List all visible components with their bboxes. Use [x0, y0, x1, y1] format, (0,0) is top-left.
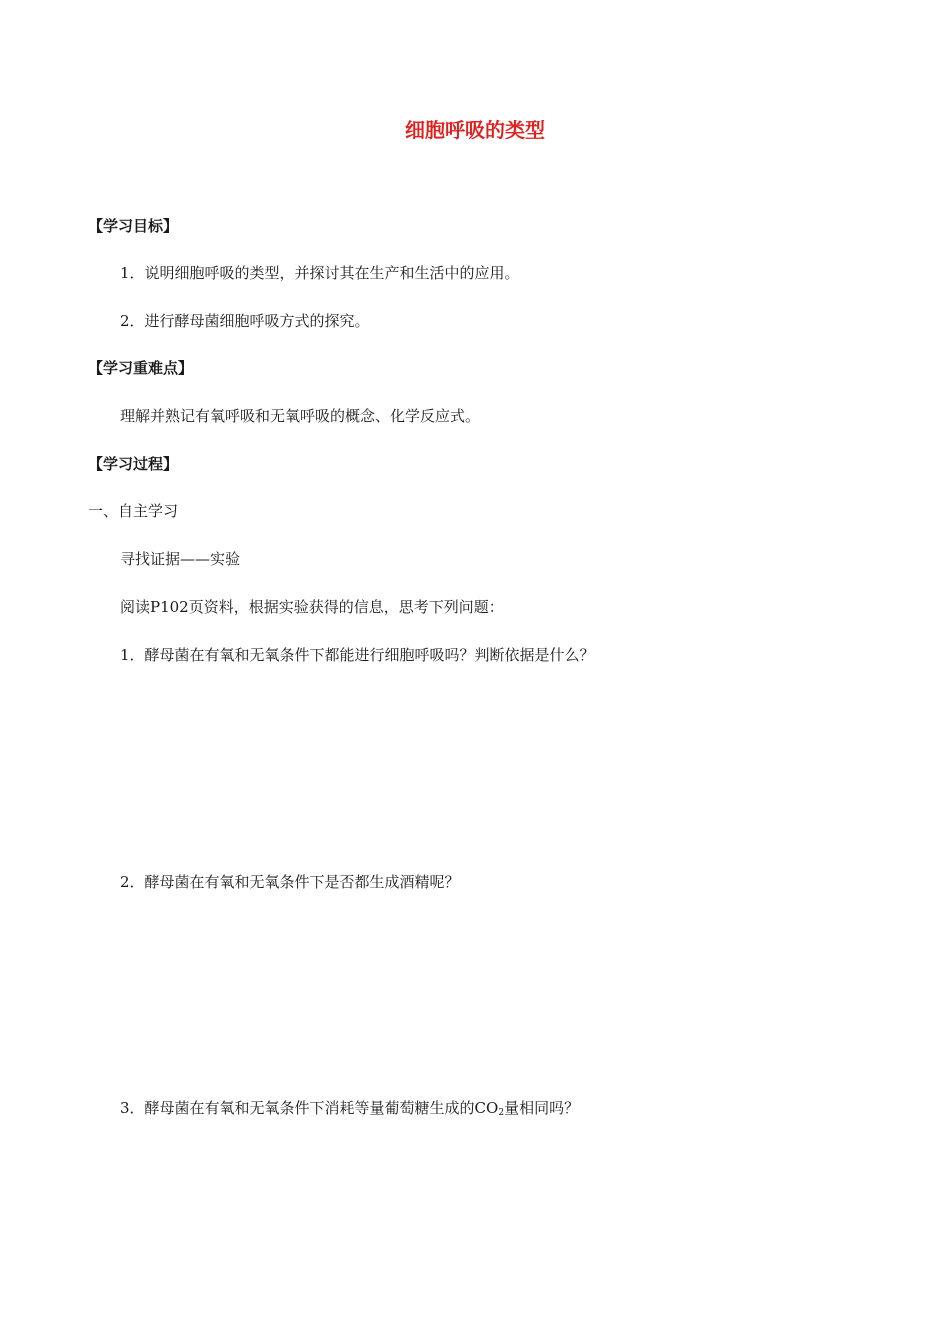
process-heading: 【学习过程】 — [88, 455, 179, 473]
question-3-text: 3．酵母菌在有氧和无氧条件下消耗等量葡萄糖生成的CO — [120, 1099, 499, 1117]
objective-item-1: 1．说明细胞呼吸的类型，并探讨其在生产和生活中的应用。 — [120, 264, 520, 282]
section-subtitle: 寻找证据——实验 — [120, 550, 241, 568]
co2-subscript: 2 — [498, 1108, 505, 1118]
question-1: 1．酵母菌在有氧和无氧条件下都能进行细胞呼吸吗？判断依据是什么？ — [120, 646, 595, 664]
question-2: 2．酵母菌在有氧和无氧条件下是否都生成酒精呢？ — [120, 873, 460, 891]
question-3-end: 量相同吗？ — [504, 1099, 580, 1117]
objective-item-2: 2．进行酵母菌细胞呼吸方式的探究。 — [120, 312, 370, 330]
key-points-text: 理解并熟记有氧呼吸和无氧呼吸的概念、化学反应式。 — [120, 407, 481, 425]
objectives-heading: 【学习目标】 — [88, 217, 179, 235]
question-3 — [120, 1098, 579, 1118]
key-points-heading: 【学习重难点】 — [88, 359, 194, 377]
document-title: 细胞呼吸的类型 — [405, 118, 545, 142]
reading-instruction: 阅读P102页资料，根据实验获得的信息，思考下列问题： — [120, 598, 504, 616]
section-title: 一、自主学习 — [88, 502, 179, 520]
